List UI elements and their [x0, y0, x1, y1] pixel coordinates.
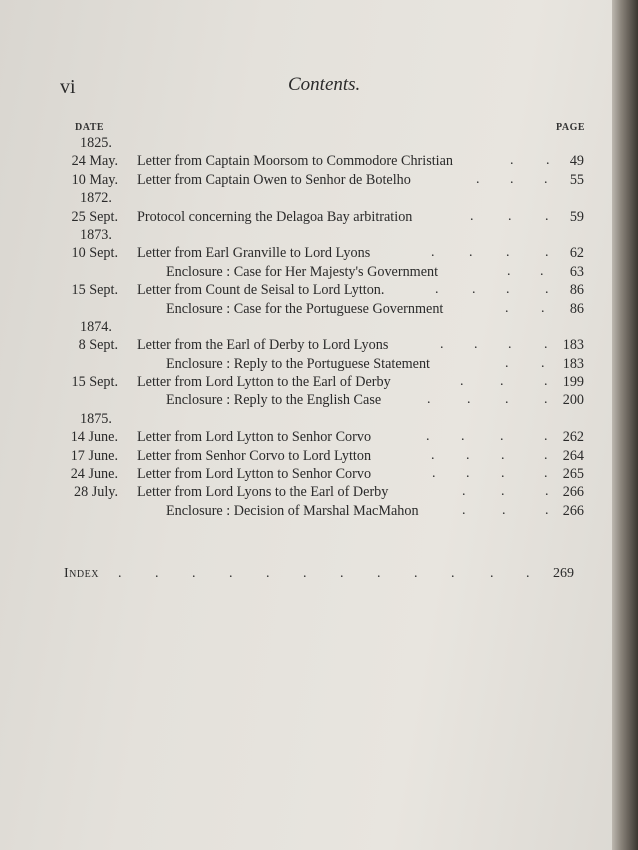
leader-dot: . [460, 374, 464, 390]
leader-dot: . [545, 282, 549, 298]
entry-page-number: 183 [562, 355, 584, 372]
entry-page-number: 63 [569, 263, 584, 280]
enclosure-entry [0, 392, 618, 410]
year-heading [0, 190, 618, 208]
entry-date: 24 June. [70, 466, 118, 483]
leader-dot: . [440, 337, 444, 353]
leader-dot: . [501, 447, 505, 463]
leader-dot: . [466, 447, 470, 463]
leader-dot: . [466, 466, 470, 482]
entry-page-number: 262 [562, 429, 584, 446]
leader-dot: . [462, 502, 466, 518]
leader-dot: . [544, 171, 548, 187]
leader-dot: . [544, 466, 548, 482]
leader-dot: . [462, 484, 466, 500]
leader-dot: . [505, 392, 509, 408]
entry-date: 17 June. [70, 447, 118, 464]
entry-date: 15 Sept. [71, 282, 118, 299]
contents-entry [0, 209, 618, 227]
entry-page-number: 199 [562, 374, 584, 391]
entry-title: Enclosure : Case for the Portuguese Government [166, 300, 444, 317]
year-label: 1873. [80, 226, 112, 243]
contents-entry [0, 429, 618, 447]
entry-title: Letter from Senhor Corvo to Lord Lytton [137, 447, 372, 464]
enclosure-entry [0, 301, 618, 319]
entry-page-number: 49 [569, 153, 584, 170]
leader-dot: . [506, 282, 510, 298]
contents-entry [0, 282, 618, 300]
leader-dot: . [510, 171, 514, 187]
contents-entry [0, 337, 618, 355]
leader-dot: . [266, 566, 270, 581]
year-heading [0, 135, 618, 153]
leader-dot: . [545, 245, 549, 261]
leader-dot: . [526, 566, 530, 581]
leader-dot: . [505, 355, 509, 371]
entry-title: Enclosure : Reply to the Portuguese Statement [166, 355, 430, 372]
leader-dot: . [541, 300, 545, 316]
enclosure-entry [0, 503, 618, 521]
leader-dot: . [507, 263, 511, 279]
entry-title: Enclosure : Reply to the English Case [166, 392, 382, 409]
page-header [0, 70, 618, 100]
leader-dot: . [229, 566, 233, 581]
entry-title: Letter from Lord Lytton to the Earl of Derby [137, 374, 391, 391]
entry-title: Letter from Count de Seisal to Lord Lytton. [137, 282, 385, 299]
entry-title: Letter from Lord Lytton to Senhor Corvo [137, 466, 372, 483]
entry-date: 10 May. [71, 171, 118, 188]
contents-entry [0, 172, 618, 190]
page-number: vi [60, 76, 76, 98]
entry-page-number: 265 [562, 466, 584, 483]
entry-title: Letter from Captain Moorsom to Commodore Christian [137, 153, 454, 170]
entry-page-number: 55 [569, 171, 584, 188]
leader-dot: . [544, 337, 548, 353]
contents-entry [0, 484, 618, 502]
index-label: Index [64, 566, 99, 581]
leader-dot: . [508, 337, 512, 353]
leader-dot: . [414, 566, 418, 581]
leader-dot: . [505, 300, 509, 316]
entry-date: 15 Sept. [71, 374, 118, 391]
leader-dot: . [432, 466, 436, 482]
leader-dot: . [501, 484, 505, 500]
leader-dot: . [545, 208, 549, 224]
leader-dot: . [476, 171, 480, 187]
leader-dot: . [545, 484, 549, 500]
entry-date: 28 July. [73, 484, 118, 501]
leader-dot: . [510, 153, 514, 169]
date-column-heading: DATE [75, 122, 105, 133]
leader-dot: . [508, 208, 512, 224]
leader-dot: . [426, 429, 430, 445]
leader-dot: . [303, 566, 307, 581]
leader-dot: . [467, 392, 471, 408]
leader-dot: . [435, 282, 439, 298]
leader-dot: . [192, 566, 196, 581]
entry-date: 24 May. [71, 153, 118, 170]
entry-date: 10 Sept. [71, 245, 118, 262]
leader-dot: . [544, 374, 548, 390]
entry-page-number: 200 [562, 392, 584, 409]
year-label: 1825. [80, 135, 112, 151]
leader-dot: . [155, 566, 159, 581]
leader-dot: . [500, 429, 504, 445]
entry-title: Protocol concerning the Delagoa Bay arbitration [137, 208, 413, 225]
leader-dot: . [451, 566, 455, 581]
year-heading [0, 411, 618, 429]
leader-dot: . [431, 447, 435, 463]
leader-dot: . [427, 392, 431, 408]
leader-dot: . [340, 566, 344, 581]
entry-title: Enclosure : Decision of Marshal MacMahon [166, 502, 419, 519]
year-heading [0, 319, 618, 337]
leader-dot: . [431, 245, 435, 261]
leader-dot: . [544, 392, 548, 408]
entry-page-number: 264 [562, 447, 584, 464]
leader-dot: . [540, 263, 544, 279]
leader-dot: . [461, 429, 465, 445]
contents-entry [0, 245, 618, 263]
contents-entry [0, 153, 618, 171]
leader-dot: . [501, 466, 505, 482]
contents-entry [0, 466, 618, 484]
leader-dot: . [541, 355, 545, 371]
entry-title: Letter from Lord Lytton to Senhor Corvo [137, 429, 372, 446]
leader-dot: . [544, 447, 548, 463]
entry-date: 25 Sept. [71, 208, 118, 225]
page-edge-shadow [612, 0, 638, 850]
contents-entry [0, 374, 618, 392]
leader-dot: . [118, 566, 122, 581]
leader-dot: . [545, 502, 549, 518]
entry-title: Enclosure : Case for Her Majesty's Government [166, 263, 439, 280]
leader-dot: . [490, 566, 494, 581]
leader-dot: . [506, 245, 510, 261]
leader-dot: . [546, 153, 550, 169]
page-column-heading: PAGE [556, 122, 586, 133]
leader-dot: . [377, 566, 381, 581]
index-entry [0, 566, 618, 586]
entry-date: 8 Sept. [78, 337, 118, 354]
entry-page-number: 62 [569, 245, 584, 262]
enclosure-entry [0, 264, 618, 282]
leader-dot: . [544, 429, 548, 445]
leader-dot: . [470, 208, 474, 224]
entry-title: Letter from Earl Granville to Lord Lyons [137, 245, 371, 262]
entry-page-number: 266 [562, 502, 584, 519]
year-label: 1874. [80, 318, 112, 335]
enclosure-entry [0, 356, 618, 374]
entry-title: Letter from Lord Lyons to the Earl of Derby [137, 484, 389, 501]
entry-date: 14 June. [70, 429, 118, 446]
entry-title: Letter from Captain Owen to Senhor de Botelho [137, 171, 411, 188]
year-label: 1872. [80, 190, 112, 207]
entry-title: Letter from the Earl of Derby to Lord Lyons [137, 337, 389, 354]
contents-entry [0, 448, 618, 466]
leader-dot: . [469, 245, 473, 261]
year-label: 1875. [80, 410, 112, 427]
entry-page-number: 183 [562, 337, 584, 354]
entry-page-number: 266 [562, 484, 584, 501]
entry-page-number: 59 [569, 208, 584, 225]
leader-dot: . [500, 374, 504, 390]
contents-list [0, 135, 618, 521]
running-title: Contents. [288, 74, 361, 95]
entry-page-number: 86 [569, 300, 584, 317]
year-heading [0, 227, 618, 245]
leader-dot: . [474, 337, 478, 353]
leader-dot: . [502, 502, 506, 518]
entry-page-number: 86 [569, 282, 584, 299]
leader-dot: . [472, 282, 476, 298]
index-page-number: 269 [553, 566, 574, 581]
